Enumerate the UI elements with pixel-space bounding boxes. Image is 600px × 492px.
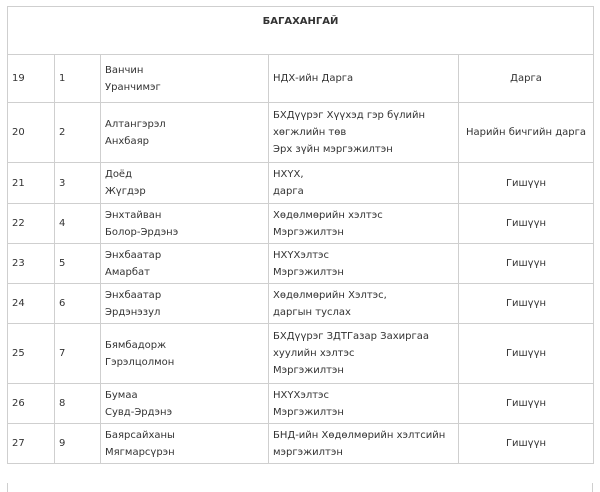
member-name — [101, 324, 269, 384]
member-workplace — [269, 384, 459, 424]
table-row — [8, 163, 594, 204]
committee-table-container — [7, 6, 593, 464]
workplace-line: Мэргэжилтэн — [273, 365, 344, 376]
member-name — [101, 424, 269, 464]
member-number: 8 — [55, 384, 101, 424]
workplace-line: НХҮХ, — [273, 169, 304, 180]
member-name-line: Энхбаатар — [105, 249, 162, 261]
row-number: 25 — [8, 324, 55, 384]
workplace-line: дарга — [273, 186, 304, 197]
table-row — [8, 204, 594, 244]
committee-table — [7, 6, 594, 464]
section-header-row — [8, 7, 594, 55]
member-name — [101, 284, 269, 324]
workplace-line: Мэргэжилтэн — [273, 266, 344, 278]
workplace-line: хөгжлийн төв — [273, 127, 347, 138]
member-workplace — [269, 244, 459, 284]
table-continuation — [7, 483, 593, 492]
member-name-line: Гэрэлцолмон — [105, 356, 175, 368]
member-name-line: Энхтайван — [105, 209, 162, 221]
row-number: 20 — [8, 103, 55, 163]
member-number: 5 — [55, 244, 101, 284]
committee-position: Гишүүн — [459, 384, 594, 424]
member-name — [101, 103, 269, 163]
member-workplace — [269, 163, 459, 204]
member-workplace — [269, 424, 459, 464]
member-name-line: Анхбаяр — [105, 135, 149, 147]
committee-position: Нарийн бичгийн дарга — [459, 103, 594, 163]
member-name-line: Эрдэнэзул — [105, 306, 161, 318]
member-workplace — [269, 284, 459, 324]
member-name-line: Бямбадорж — [105, 339, 167, 351]
workplace-line: БНД-ийн Хөдөлмөрийн хэлтсийн — [273, 429, 446, 441]
table-row — [8, 384, 594, 424]
row-number: 21 — [8, 163, 55, 204]
member-workplace — [269, 204, 459, 244]
member-number: 9 — [55, 424, 101, 464]
committee-position: Гишүүн — [459, 324, 594, 384]
workplace-line: Хөдөлмөрийн Хэлтэс, — [273, 289, 387, 301]
member-workplace — [269, 55, 459, 103]
member-number: 7 — [55, 324, 101, 384]
committee-position: Гишүүн — [459, 163, 594, 204]
workplace-line: мэргэжилтэн — [273, 446, 343, 458]
committee-position: Гишүүн — [459, 284, 594, 324]
member-number: 6 — [55, 284, 101, 324]
table-row — [8, 55, 594, 103]
member-name-line: Сувд-Эрдэнэ — [105, 406, 173, 418]
row-number: 19 — [8, 55, 55, 103]
workplace-line: НХҮХэлтэс — [273, 389, 330, 401]
workplace-line: БХДүүрэг ЗДТГазар Захиргаа — [273, 331, 429, 342]
table-row — [8, 103, 594, 163]
table-row — [8, 284, 594, 324]
workplace-line: Хөдөлмөрийн хэлтэс — [273, 209, 383, 221]
member-number: 4 — [55, 204, 101, 244]
member-name — [101, 163, 269, 204]
member-name — [101, 384, 269, 424]
member-name-line: Энхбаатар — [105, 289, 162, 301]
committee-position: Дарга — [459, 55, 594, 103]
workplace-line: Мэргэжилтэн — [273, 226, 344, 238]
member-name-line: Жүгдэр — [105, 186, 146, 197]
member-name-line: Доёд — [105, 169, 132, 180]
committee-position: Гишүүн — [459, 244, 594, 284]
workplace-line: НДХ-ийн Дарга — [273, 73, 354, 84]
table-row — [8, 244, 594, 284]
workplace-line: НХҮХэлтэс — [273, 249, 330, 261]
member-name-line: Баярсайханы — [105, 429, 175, 441]
row-number: 23 — [8, 244, 55, 284]
member-workplace — [269, 103, 459, 163]
table-row — [8, 424, 594, 464]
workplace-line: Эрх зүйн мэргэжилтэн — [273, 144, 393, 155]
member-workplace — [269, 324, 459, 384]
member-name-line: Болор-Эрдэнэ — [105, 226, 179, 238]
member-name-line: Мягмарсүрэн — [105, 446, 175, 458]
member-name — [101, 244, 269, 284]
member-name — [101, 55, 269, 103]
member-name — [101, 204, 269, 244]
row-number: 24 — [8, 284, 55, 324]
committee-position: Гишүүн — [459, 204, 594, 244]
row-number: 27 — [8, 424, 55, 464]
committee-position: Гишүүн — [459, 424, 594, 464]
workplace-line: БХДүүрэг Хүүхэд гэр бүлийн — [273, 110, 426, 121]
table-row — [8, 324, 594, 384]
workplace-line: хуулийн хэлтэс — [273, 348, 355, 359]
member-name-line: Уранчимэг — [105, 81, 161, 93]
workplace-line: Мэргэжилтэн — [273, 406, 344, 418]
row-number: 26 — [8, 384, 55, 424]
workplace-line: даргын туслах — [273, 306, 351, 318]
member-number: 3 — [55, 163, 101, 204]
member-name-line: Ванчин — [105, 64, 144, 76]
member-name-line: Бумаа — [105, 389, 138, 401]
member-number: 1 — [55, 55, 101, 103]
member-number: 2 — [55, 103, 101, 163]
member-name-line: Алтангэрэл — [105, 118, 166, 130]
section-title: БАГАХАНГАЙ — [8, 7, 594, 55]
member-name-line: Амарбат — [105, 266, 150, 278]
row-number: 22 — [8, 204, 55, 244]
